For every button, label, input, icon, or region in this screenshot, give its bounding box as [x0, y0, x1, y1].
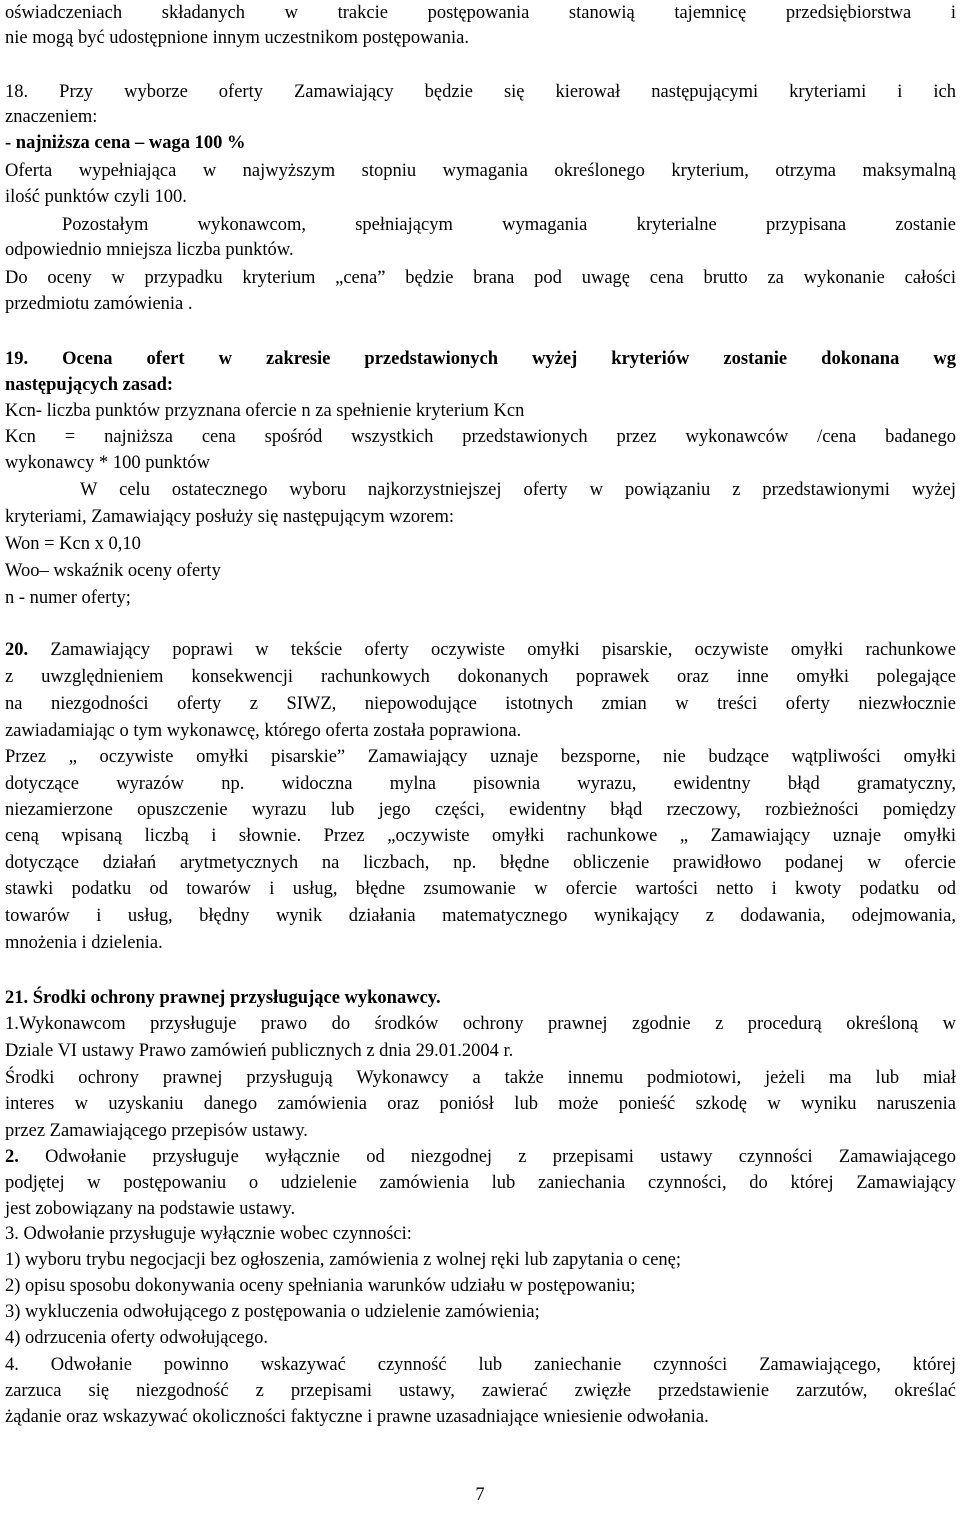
section-21-heading: 21. Środki ochrony prawnej przysługujące wykonawcy. [5, 988, 441, 1008]
text-line: 4. Odwołanie powinno wskazywać czynność lub zaniechanie czynności Zamawiającego, której [5, 1355, 956, 1375]
text-line: oświadczeniach składanych w trakcie postępowania stanowią tajemnicę przedsiębiorstwa i [5, 3, 956, 23]
text-line: z uwzględnieniem konsekwencji rachunkowych dokonanych poprawek oraz inne omyłki polegające [5, 667, 956, 687]
text-line: Kcn- liczba punktów przyznana ofercie n za spełnienie kryterium Kcn [5, 401, 525, 421]
point-2-number: 2. [5, 1147, 19, 1167]
point-2-text: Odwołanie przysługuje wyłącznie od niezgodnej z przepisami ustawy czynności Zamawiającego [18, 1147, 956, 1167]
section-18-heading: 18. Przy wyborze oferty Zamawiający będzie się kierował następującymi kryteriami i ich [5, 82, 956, 102]
text-line: Woo– wskaźnik oceny oferty [5, 561, 221, 581]
text-line: ilość punktów czyli 100. [5, 187, 187, 207]
text-line: Przez „ oczywiste omyłki pisarskie” Zamawiający uznaje bezsporne, nie budzące wątpliwości omyłki [5, 747, 956, 767]
text-line: kryteriami, Zamawiający posłuży się następującym wzorem: [5, 507, 454, 527]
point-2-line [5, 1145, 956, 1169]
section-20-number: 20. [5, 640, 29, 660]
section-19-heading-cont: następujących zasad: [5, 375, 174, 395]
criterion-price: - najniższa cena – waga 100 % [5, 133, 246, 153]
text-line: jest zobowiązany na podstawie ustawy. [5, 1199, 296, 1219]
text-line: na niezgodności oferty z SIWZ, niepowodujące istotnych zmian w treści oferty niezwłocznie [5, 694, 956, 714]
text-line: Oferta wypełniająca w najwyższym stopniu wymagania określonego kryterium, otrzyma maksymalną [5, 161, 956, 181]
text-line: 3. Odwołanie przysługuje wyłącznie wobec czynności: [5, 1224, 412, 1244]
list-item: 3) wykluczenia odwołującego z postępowania o udzielenie zamówienia; [5, 1302, 540, 1322]
text-line: Pozostałym wykonawcom, spełniającym wymagania kryterialne przypisana zostanie [62, 215, 956, 235]
text-line: zarzuca się niezgodność z przepisami ustawy, zawierać zwięzłe przedstawienie zarzutów, określać [5, 1381, 956, 1401]
text-line: W celu ostatecznego wyboru najkorzystniejszej oferty w powiązaniu z przedstawionymi wyżej [80, 480, 956, 500]
formula-line: Kcn = najniższa cena spośród wszystkich przedstawionych przez wykonawców /cena badanego [5, 427, 956, 447]
text-line: odpowiednio mniejsza liczba punktów. [5, 240, 294, 260]
section-18-heading-cont: znaczeniem: [5, 107, 98, 127]
text-line: towarów i usług, błędny wynik działania matematycznego wynikający z dodawania, odejmowania, [5, 906, 956, 926]
text-line: niezamierzone opuszczenie wyrazu lub jego części, ewidentny błąd rzeczowy, rozbieżności pomiędzy [5, 800, 956, 820]
text-line: zawiadamiając o tym wykonawcę, którego oferta została poprawiona. [5, 721, 522, 741]
list-item: 1) wyboru trybu negocjacji bez ogłoszenia, zamówienia z wolnej ręki lub zapytania o cenę; [5, 1250, 682, 1270]
text-line: stawki podatku od towarów i usług, błędne zsumowanie w ofercie wartości netto i kwoty podatku od [5, 879, 956, 899]
text-line: przedmiotu zamówienia . [5, 294, 193, 314]
section-19-heading: 19. Ocena ofert w zakresie przedstawionych wyżej kryteriów zostanie dokonana wg [5, 349, 956, 369]
list-item: 4) odrzucenia oferty odwołującego. [5, 1328, 269, 1348]
text-line: dotyczące wyrazów np. widoczna mylna pisownia wyrazu, ewidentny błąd gramatyczny, [5, 774, 956, 794]
text-line: ceną wpisaną liczbą i słownie. Przez „oczywiste omyłki rachunkowe „ Zamawiający uznaje omyłki [5, 826, 956, 846]
text-line: Dziale VI ustawy Prawo zamówień publicznych z dnia 29.01.2004 r. [5, 1041, 514, 1061]
text-line: nie mogą być udostępnione innym uczestnikom postępowania. [5, 28, 469, 48]
page-number: 7 [475, 1485, 485, 1505]
text-line: żądanie oraz wskazywać okoliczności faktyczne i prawne uzasadniające wniesienie odwołania. [5, 1407, 709, 1427]
text-line: przez Zamawiającego przepisów ustawy. [5, 1121, 308, 1141]
text-line: n - numer oferty; [5, 588, 131, 608]
formula-line: wykonawcy * 100 punktów [5, 453, 211, 473]
text-line: Środki ochrony prawnej przysługują Wykonawcy a także innemu podmiotowi, jeżeli ma lub miał [5, 1068, 956, 1088]
section-20-line [5, 638, 956, 662]
text-line: mnożenia i dzielenia. [5, 933, 163, 953]
list-item: 2) opisu sposobu dokonywania oceny spełniania warunków udziału w postępowaniu; [5, 1276, 636, 1296]
text-line: 1.Wykonawcom przysługuje prawo do środków ochrony prawnej zgodnie z procedurą określoną w [5, 1014, 956, 1034]
text-line: podjętej w postępowaniu o udzielenie zamówienia lub zaniechania czynności, do której Zamawiający [5, 1173, 956, 1193]
text-line: Do oceny w przypadku kryterium „cena” będzie brana pod uwagę cena brutto za wykonanie całości [5, 268, 956, 288]
text-line: interes w uzyskaniu danego zamówienia oraz poniósł lub może ponieść szkodę w wyniku naruszenia [5, 1094, 956, 1114]
section-20-text: Zamawiający poprawi w tekście oferty oczywiste omyłki pisarskie, oczywiste omyłki rachunkowe [28, 640, 956, 660]
formula-line: Won = Kcn x 0,10 [5, 534, 141, 554]
text-line: dotyczące działań arytmetycznych na liczbach, np. błędne obliczenie prawidłowo podanej w ofercie [5, 853, 956, 873]
